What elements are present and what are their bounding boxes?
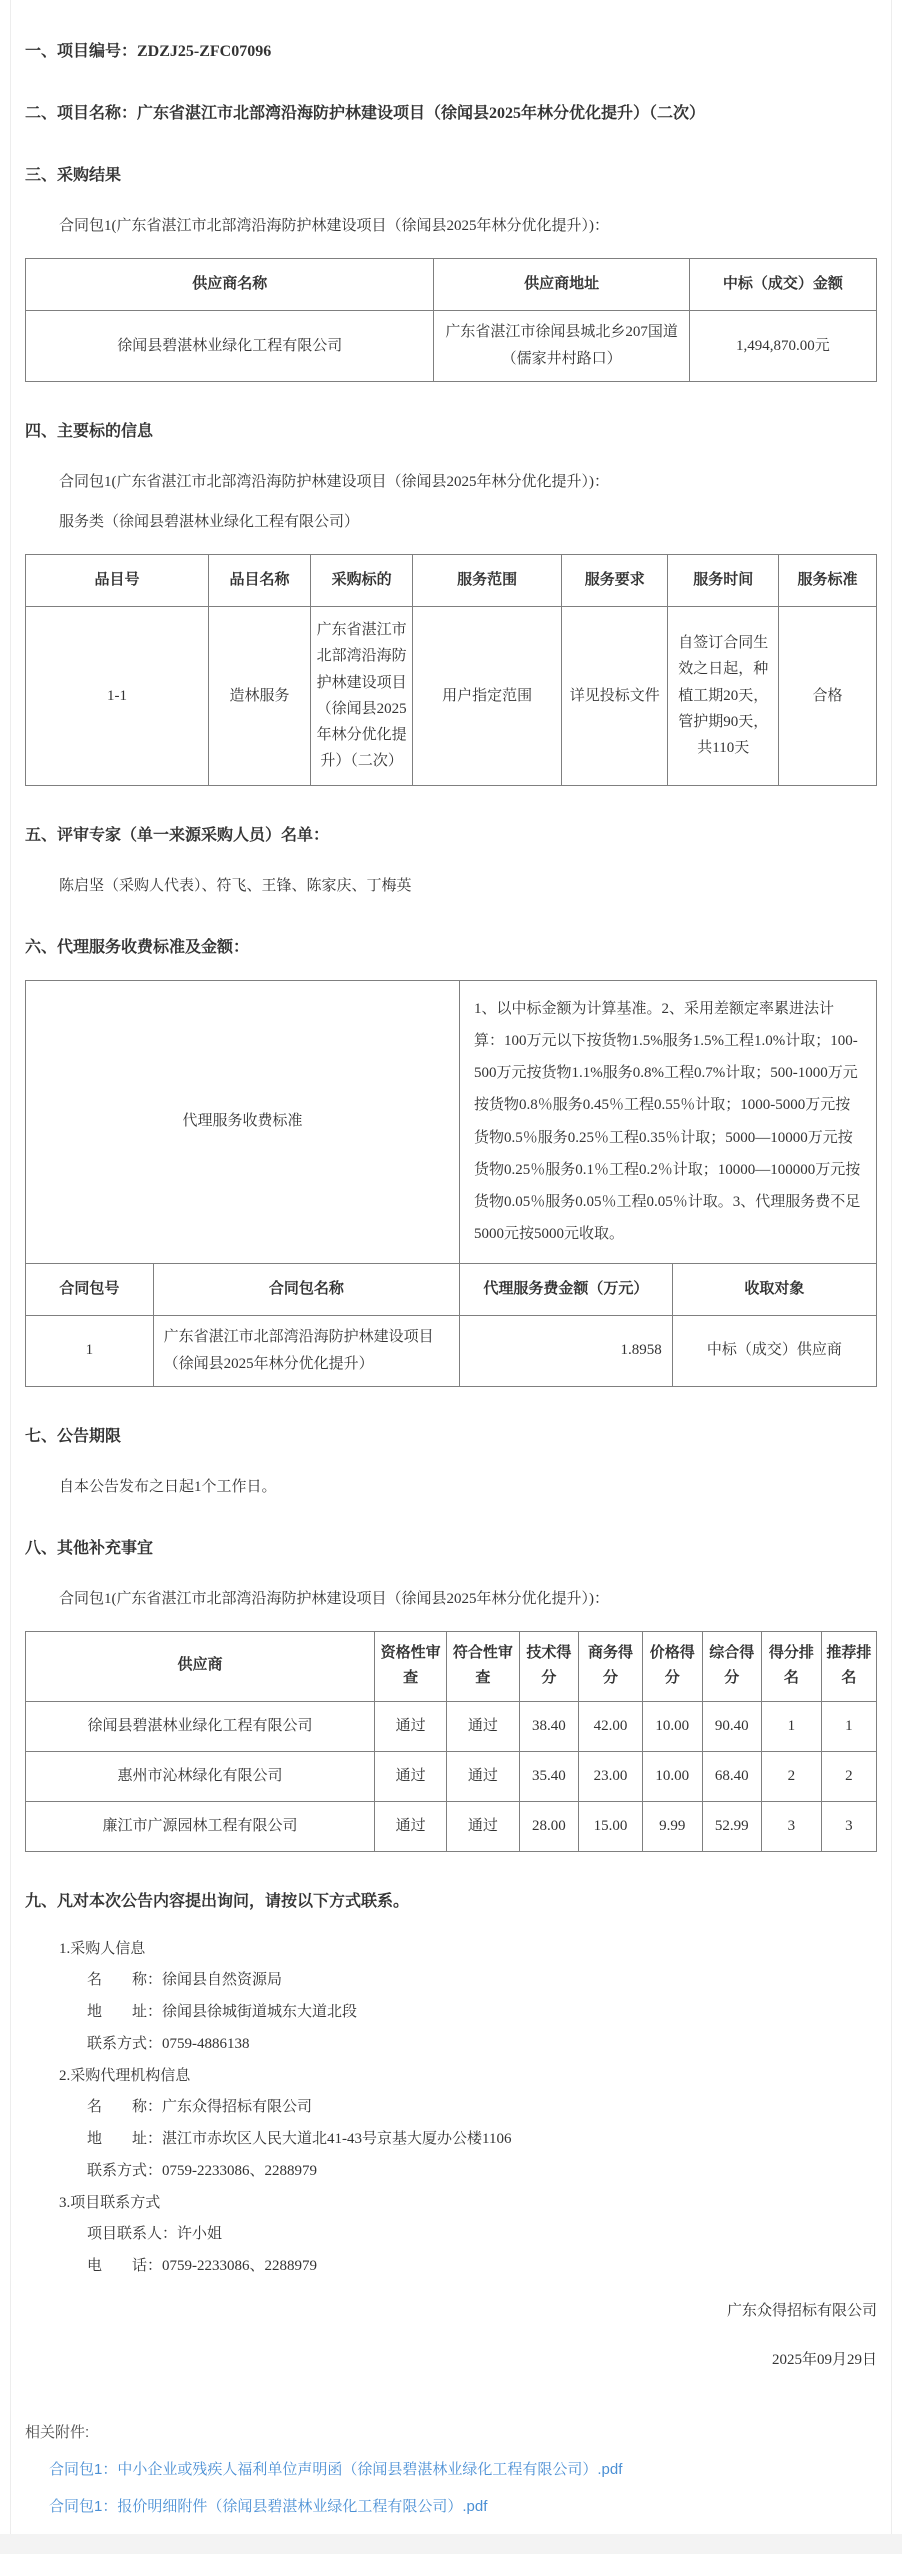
supplier-score-table: [25, 1631, 877, 1852]
section-2-project-name-heading: 二、项目名称：广东省湛江市北部湾沿海防护林建设项目（徐闻县2025年林分优化提升）（二次）: [25, 105, 706, 122]
th-fee-amount: 代理服务费金额（万元）: [460, 1263, 673, 1315]
attachment-link-declaration-pdf[interactable]: 合同包1：中小企业或残疾人福利单位声明函（徐闻县碧湛林业绿化工程有限公司）.pdf: [49, 2460, 623, 2478]
section-9-contact-heading: 九、凡对本次公告内容提出询问，请按以下方式联系。: [25, 1892, 410, 1910]
signature-date: 2025年09月29日: [771, 2351, 877, 2368]
project-contact-person: 项目联系人：许小姐: [87, 2226, 223, 2243]
td-technical-score: 35.40: [519, 1751, 579, 1801]
section-6-agency-fee-heading: 六、代理服务收费标准及金额：: [25, 938, 250, 956]
section-5-experts-heading: 五、评审专家（单一来源采购人员）名单：: [25, 826, 330, 844]
agency-info-title: 2.采购代理机构信息: [59, 2067, 191, 2084]
project-contact-title: 3.项目联系方式: [59, 2194, 161, 2211]
td-fee-payer: 中标（成交）供应商: [672, 1315, 876, 1386]
th-compliance-review: 符合性审查: [447, 1631, 519, 1701]
th-item-number: 品目号: [26, 555, 209, 607]
table-row: [26, 1701, 877, 1751]
attachments-label: 相关附件:: [25, 2423, 90, 2441]
document-content: [10, 0, 892, 2534]
fee-standard-text: 1、以中标金额为计算基准。2、采用差额定率累进法计算：100万元以下按货物1.5%服务1.5%工程1.0%计取；100-500万元按货物1.1%服务0.8%工程0.7%计取；500-1000万元按货物0.8％服务0.45％工程0.55％计取；1000-5000万元按货物0.5％服务0.25％工程0.35％计取；5000—10000万元按货物0.25％服务0.1％工程0.2％计取；10000—100000万元按货物0.05％服务0.05％工程0.05％计取。3、代理服务费不足5000元按5000元收取。: [460, 980, 877, 1263]
table-header-row: [26, 1263, 877, 1315]
td-compliance-review: 通过: [447, 1701, 519, 1751]
th-package-number: 合同包号: [26, 1263, 154, 1315]
table-row: [26, 1315, 877, 1386]
attachments-section: [25, 2421, 877, 2516]
td-service-time: 自签订合同生效之日起，种植工期20天，管护期90天，共110天: [668, 607, 779, 786]
table-row: [26, 607, 877, 786]
td-service-standard: 合格: [779, 607, 877, 786]
table-row: [26, 311, 877, 382]
td-award-amount: 1,494,870.00元: [689, 311, 876, 382]
td-price-score: 10.00: [642, 1751, 702, 1801]
subject-info-table: [25, 554, 877, 786]
attachment-link-quotation-pdf[interactable]: 合同包1：报价明细附件（徐闻县碧湛林业绿化工程有限公司）.pdf: [49, 2497, 488, 2515]
td-procurement-subject: 广东省湛江市北部湾沿海防护林建设项目（徐闻县2025年林分优化提升）（二次）: [311, 607, 413, 786]
th-qualification-review: 资格性审查: [374, 1631, 446, 1701]
announcement-period-text: 自本公告发布之日起1个工作日。: [59, 1478, 277, 1495]
th-fee-payer: 收取对象: [672, 1263, 876, 1315]
th-item-name: 品目名称: [208, 555, 310, 607]
agency-name: 名 称：广东众得招标有限公司: [87, 2099, 313, 2116]
th-recommend-rank: 推荐排名: [821, 1631, 876, 1701]
section-8-package-line: 合同包1(广东省湛江市北部湾沿海防护林建设项目（徐闻县2025年林分优化提升）)：: [59, 1590, 609, 1607]
th-supplier-address: 供应商地址: [434, 259, 689, 311]
td-package-name: 广东省湛江市北部湾沿海防护林建设项目（徐闻县2025年林分优化提升）: [153, 1315, 459, 1386]
procurement-result-table: [25, 258, 877, 382]
th-overall-score: 综合得分: [702, 1631, 762, 1701]
td-qualification-review: 通过: [374, 1701, 446, 1751]
td-score-rank: 1: [762, 1701, 822, 1751]
agency-fee-table: [25, 980, 877, 1387]
td-service-requirement: 详见投标文件: [562, 607, 668, 786]
table-header-row: [26, 1631, 877, 1701]
table-header-row: [26, 259, 877, 311]
th-supplier: 供应商: [26, 1631, 375, 1701]
fee-standard-row: [26, 980, 877, 1263]
td-score-rank: 2: [762, 1751, 822, 1801]
td-package-number: 1: [26, 1315, 154, 1386]
td-business-score: 15.00: [579, 1801, 643, 1851]
purchaser-contact: 联系方式：0759-4886138: [87, 2035, 250, 2052]
td-overall-score: 90.40: [702, 1701, 762, 1751]
agency-address: 地 址：湛江市赤坎区人民大道北41-43号京基大厦办公楼1106: [87, 2131, 512, 2147]
bottom-spacer: [25, 2516, 877, 2534]
table-row: [26, 1801, 877, 1851]
purchaser-name: 名 称：徐闻县自然资源局: [87, 1972, 283, 1989]
td-supplier-name: 徐闻县碧湛林业绿化工程有限公司: [26, 311, 434, 382]
td-overall-score: 68.40: [702, 1751, 762, 1801]
table-row: [26, 1751, 877, 1801]
td-recommend-rank: 2: [821, 1751, 876, 1801]
section-4-package-line: 合同包1(广东省湛江市北部湾沿海防护林建设项目（徐闻县2025年林分优化提升）)：: [59, 474, 609, 490]
td-qualification-review: 通过: [374, 1751, 446, 1801]
section-8-supplementary-heading: 八、其他补充事宜: [25, 1539, 154, 1557]
td-service-scope: 用户指定范围: [413, 607, 562, 786]
td-business-score: 42.00: [579, 1701, 643, 1751]
td-technical-score: 38.40: [519, 1701, 579, 1751]
td-fee-amount: 1.8958: [460, 1315, 673, 1386]
td-qualification-review: 通过: [374, 1801, 446, 1851]
th-service-scope: 服务范围: [413, 555, 562, 607]
td-price-score: 10.00: [642, 1701, 702, 1751]
td-supplier: 廉江市广源园林工程有限公司: [26, 1801, 375, 1851]
td-item-number: 1-1: [26, 607, 209, 786]
th-service-requirement: 服务要求: [562, 555, 668, 607]
td-score-rank: 3: [762, 1801, 822, 1851]
td-supplier: 徐闻县碧湛林业绿化工程有限公司: [26, 1701, 375, 1751]
th-price-score: 价格得分: [642, 1631, 702, 1701]
section-1-project-number-heading: 一、项目编号：ZDZJ25-ZFC07096: [25, 43, 272, 60]
td-compliance-review: 通过: [447, 1801, 519, 1851]
footer-band: [0, 2534, 902, 2554]
th-technical-score: 技术得分: [519, 1631, 579, 1701]
th-service-time: 服务时间: [668, 555, 779, 607]
td-recommend-rank: 1: [821, 1701, 876, 1751]
table-header-row: [26, 555, 877, 607]
th-business-score: 商务得分: [579, 1631, 643, 1701]
td-price-score: 9.99: [642, 1801, 702, 1851]
th-supplier-name: 供应商名称: [26, 259, 434, 311]
section-3-package-line: 合同包1(广东省湛江市北部湾沿海防护林建设项目（徐闻县2025年林分优化提升）)：: [59, 218, 609, 234]
td-recommend-rank: 3: [821, 1801, 876, 1851]
agency-contact: 联系方式：0759-2233086、2288979: [87, 2162, 317, 2179]
td-item-name: 造林服务: [208, 607, 310, 786]
purchaser-address: 地 址：徐闻县徐城街道城东大道北段: [87, 2004, 358, 2020]
th-award-amount: 中标（成交）金额: [689, 259, 876, 311]
td-supplier-address: 广东省湛江市徐闻县城北乡207国道（儒家井村路口）: [434, 311, 689, 382]
th-package-name: 合同包名称: [153, 1263, 459, 1315]
td-business-score: 23.00: [579, 1751, 643, 1801]
project-contact-phone: 电 话：0759-2233086、2288979: [87, 2258, 317, 2274]
td-overall-score: 52.99: [702, 1801, 762, 1851]
section-4-category-line: 服务类（徐闻县碧湛林业绿化工程有限公司）: [59, 514, 360, 530]
fee-standard-label: 代理服务收费标准: [26, 980, 460, 1263]
section-7-announcement-period-heading: 七、公告期限: [25, 1427, 122, 1445]
expert-names: 陈启坚（采购人代表）、符飞、王锋、陈家庆、丁梅英: [59, 877, 412, 894]
section-4-subject-info-heading: 四、主要标的信息: [25, 423, 154, 440]
purchaser-info-title: 1.采购人信息: [59, 1940, 146, 1957]
section-3-procurement-result-heading: 三、采购结果: [25, 167, 122, 184]
td-compliance-review: 通过: [447, 1751, 519, 1801]
th-score-rank: 得分排名: [762, 1631, 822, 1701]
th-procurement-subject: 采购标的: [311, 555, 413, 607]
td-technical-score: 28.00: [519, 1801, 579, 1851]
signature-company: 广东众得招标有限公司: [726, 2302, 877, 2319]
th-service-standard: 服务标准: [779, 555, 877, 607]
td-supplier: 惠州市沁林绿化有限公司: [26, 1751, 375, 1801]
